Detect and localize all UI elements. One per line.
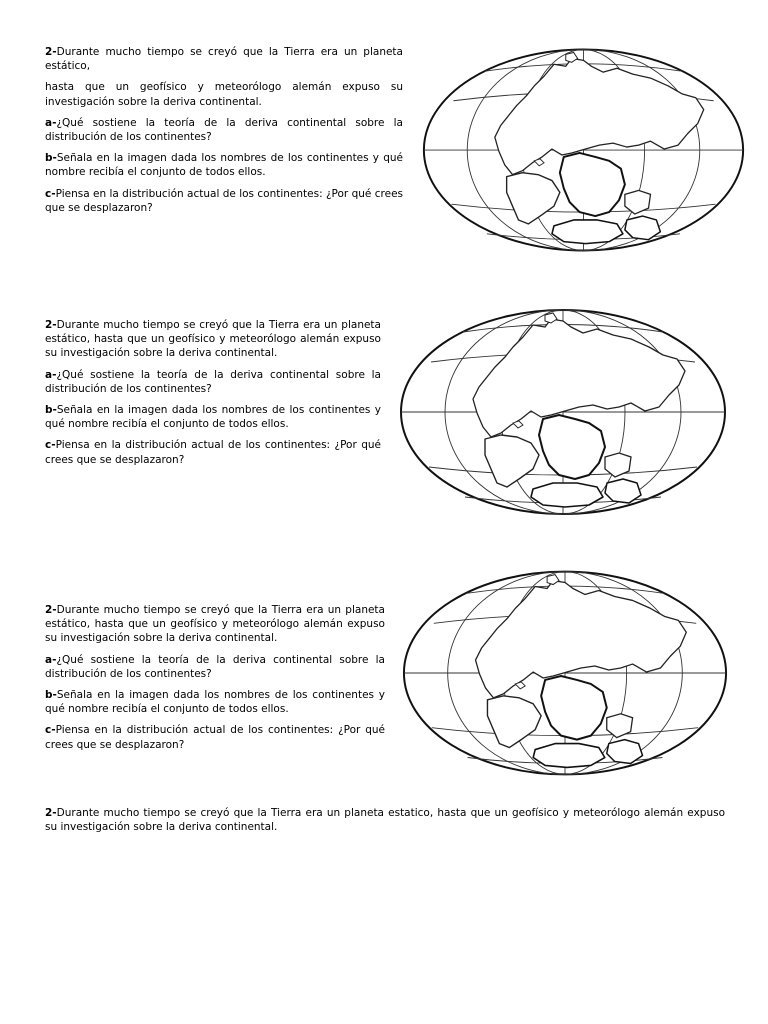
exercise-block-1 <box>45 45 403 222</box>
question-a: a-¿Qué sostiene la teoría de la deriva continental sobre la distribución de los continentes? <box>45 116 403 144</box>
intro-paragraph: 2-Durante mucho tiempo se creyó que la Tierra era un planeta estático, hasta que un geofísico y meteorólogo alemán expuso su investigación sobre la deriva continental. <box>45 319 381 360</box>
final-intro-paragraph: 2-Durante mucho tiempo se creyó que la Tierra era un planeta estatico, hasta que un geofísico y meteorólogo alemán expuso su investigación sobre la deriva continental. <box>45 807 725 834</box>
intro-paragraph: 2-Durante mucho tiempo se creyó que la Tierra era un planeta estático, <box>45 46 403 73</box>
exercise-block-3 <box>45 603 385 759</box>
question-c: c-Piensa en la distribución actual de los continentes: ¿Por qué crees que se desplazaron? <box>45 724 385 751</box>
question-c: c-Piensa en la distribución actual de los continentes: ¿Por qué crees que se desplazaron? <box>45 187 403 214</box>
exercise-block-2 <box>45 318 381 474</box>
question-b: b-Señala en la imagen dada los nombres de los continentes y qué nombre recibía el conjunto de todos ellos. <box>45 404 381 431</box>
question-c: c-Piensa en la distribución actual de los continentes: ¿Por qué crees que se desplazaron? <box>45 439 381 466</box>
final-exercise <box>45 806 725 834</box>
question-a: a-¿Qué sostiene la teoría de la deriva continental sobre la distribución de los continentes? <box>45 653 385 680</box>
pangea-map-3 <box>396 563 734 785</box>
pangea-map-1 <box>416 45 751 257</box>
question-b: b-Señala en la imagen dada los nombres de los continentes y qué nombre recibía el conjunto de todos ellos. <box>45 152 403 179</box>
question-b: b-Señala en la imagen dada los nombres de los continentes y qué nombre recibía el conjunto de todos ellos. <box>45 689 385 716</box>
pangea-map-2 <box>393 302 733 524</box>
intro-paragraph: 2-Durante mucho tiempo se creyó que la Tierra era un planeta estático, hasta que un geofísico y meteorólogo alemán expuso su investigación sobre la deriva continental. <box>45 604 385 645</box>
intro-continuation: hasta que un geofísico y meteorólogo alemán expuso su investigación sobre la deriva continental. <box>45 81 403 108</box>
question-a: a-¿Qué sostiene la teoría de la deriva continental sobre la distribución de los continentes? <box>45 368 381 395</box>
